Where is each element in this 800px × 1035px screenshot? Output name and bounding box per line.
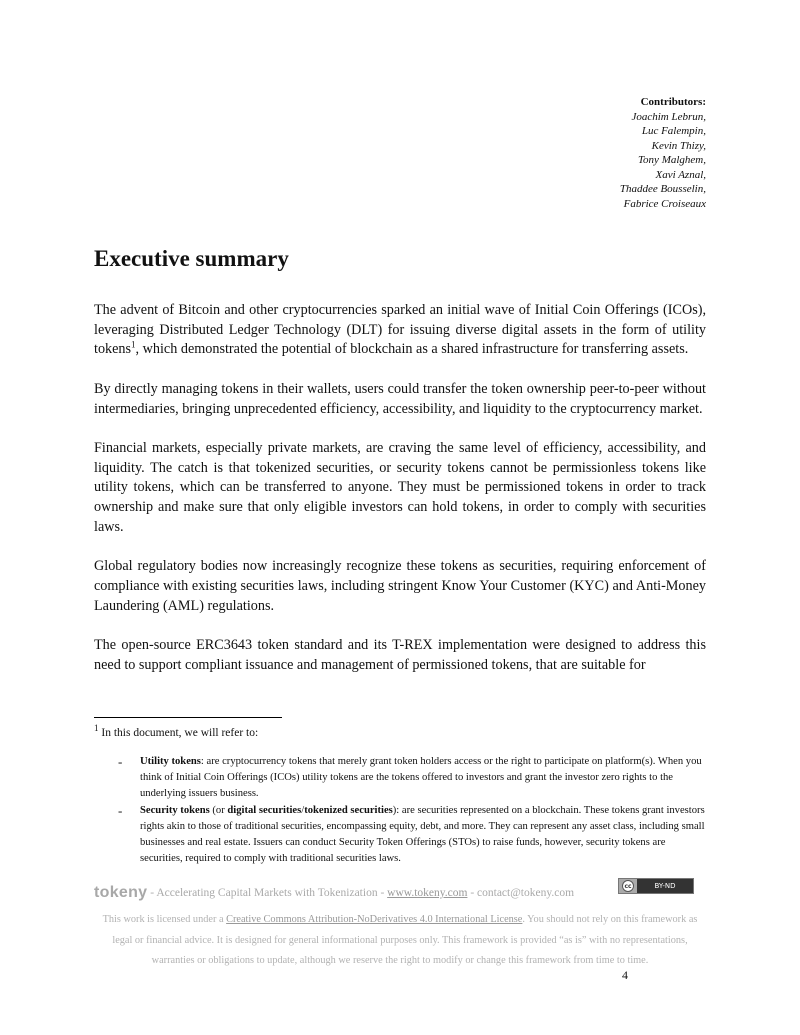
term: digital securities	[227, 804, 302, 816]
footnote-reference[interactable]: 1	[131, 339, 136, 350]
website-link[interactable]: www.tokeny.com	[387, 887, 468, 899]
section-title: Executive summary	[94, 246, 289, 271]
paragraph: Financial markets, especially private markets, are craving the same level of efficiency, accessibility, and liquidity. The catch is that tokenized securities, or security tokens cannot be permissionless tokens like utility tokens, which can be transferred to anyone. They must be permissioned tokens in order to track ownership and make sure that only eligible investors can hold tokens, in order to comply with securities laws.	[94, 439, 706, 535]
tokeny-logo: tokeny	[94, 884, 148, 901]
paragraph: By directly managing tokens in their wallets, users could transfer the token ownership peer-to-peer without intermediaries, bringing unprecedented efficiency, accessibility, and liquidity to the cryptocurrency market.	[94, 380, 706, 417]
contributors-block	[620, 95, 706, 211]
contributor-name: Kevin Thizy,	[651, 139, 706, 152]
definition: : are cryptocurrency tokens that merely grant token holders access or the right to participate on platform(s). When you think of Initial Coin Offerings (ICOs) utility tokens are the tokens offered to investors and grant the investor zero rights to the underlying issuers business.	[140, 756, 702, 800]
footnote-intro	[94, 723, 259, 741]
contributor-name: Thaddee Bousselin,	[619, 183, 706, 195]
term: tokenized securities	[304, 804, 393, 816]
paragraph	[94, 301, 706, 360]
paragraph: The open-source ERC3643 token standard and its T-REX implementation were designed to address this need to support compliant issuance and management of permissioned tokens, that are suitable for	[94, 636, 706, 673]
term: Security tokens	[140, 804, 210, 816]
license-text: . You should not rely on this framework as	[522, 914, 698, 925]
term: Utility tokens	[140, 756, 201, 767]
body-text	[94, 301, 706, 675]
page-number: 4	[622, 968, 628, 982]
footer-contact: - contact@tokeny.com	[467, 887, 575, 899]
license-link[interactable]: Creative Commons Attribution-NoDerivatives 4.0 International License	[226, 914, 523, 925]
text-fragment: (or	[209, 804, 228, 816]
contributor-name: Fabrice Croiseaux	[623, 197, 706, 210]
paragraph-text: , which demonstrated the potential of blockchain as a shared infrastructure for transferring assets.	[135, 341, 689, 358]
footnote-item	[118, 754, 706, 803]
contributor-name: Tony Malghem,	[637, 154, 706, 166]
cc-license-badge[interactable]	[618, 878, 694, 894]
footer-bar	[94, 884, 706, 906]
license-text: This work is licensed under a	[102, 914, 227, 925]
paragraph-text: The advent of Bitcoin and other cryptocurrencies sparked an initial wave of Initial Coin Offerings (ICOs), leveraging Distributed Ledger Technology (DLT) for issuing diverse digital assets in the form of utility tokens	[94, 302, 706, 358]
license-notice	[90, 910, 710, 972]
paragraph: Global regulatory bodies now increasingly recognize these tokens as securities, requiring enforcement of compliance with existing securities laws, including stringent Know Your Customer (KYC) and Anti-Money Laundering (AML) regulations.	[94, 558, 706, 614]
license-line: legal or financial advice. It is designed for general informational purposes only. This framework is provided “as is” with no representations,	[112, 934, 688, 946]
footnote-intro-text: In this document, we will refer to:	[101, 727, 259, 739]
contributors-heading: Contributors:	[640, 96, 706, 108]
footer-tagline: - Accelerating Capital Markets with Tokenization -	[147, 887, 388, 899]
license-line: warranties or obligations to update, although we reserve the right to modify or change this framework from time to time.	[151, 955, 649, 966]
dash-bullet: -	[118, 754, 123, 769]
footnote-number: 1	[94, 723, 99, 734]
definition: ): are securities represented on a blockchain. These tokens grant investors rights akin to those of traditional securities, encompassing equity, debt, and more. They can represent any asset class, including small businesses and real estate. Issuers can conduct Security Token Offerings (STOs) to raise funds, however, security tokens are securities, required to comply with traditional securities laws.	[140, 804, 705, 865]
cc-icon: cc	[622, 880, 634, 892]
dash-bullet: -	[118, 802, 123, 818]
footnote-item	[118, 803, 706, 868]
contributor-name: Xavi Aznal,	[655, 168, 706, 181]
text-fragment: /	[301, 804, 305, 816]
contributor-name: Joachim Lebrun,	[631, 110, 706, 123]
license-line	[90, 910, 710, 931]
cc-badge-text: BY-ND	[637, 879, 693, 893]
footnote-divider	[94, 717, 282, 718]
contributor-name: Luc Falempin,	[641, 125, 706, 137]
footnote-list	[118, 754, 706, 867]
